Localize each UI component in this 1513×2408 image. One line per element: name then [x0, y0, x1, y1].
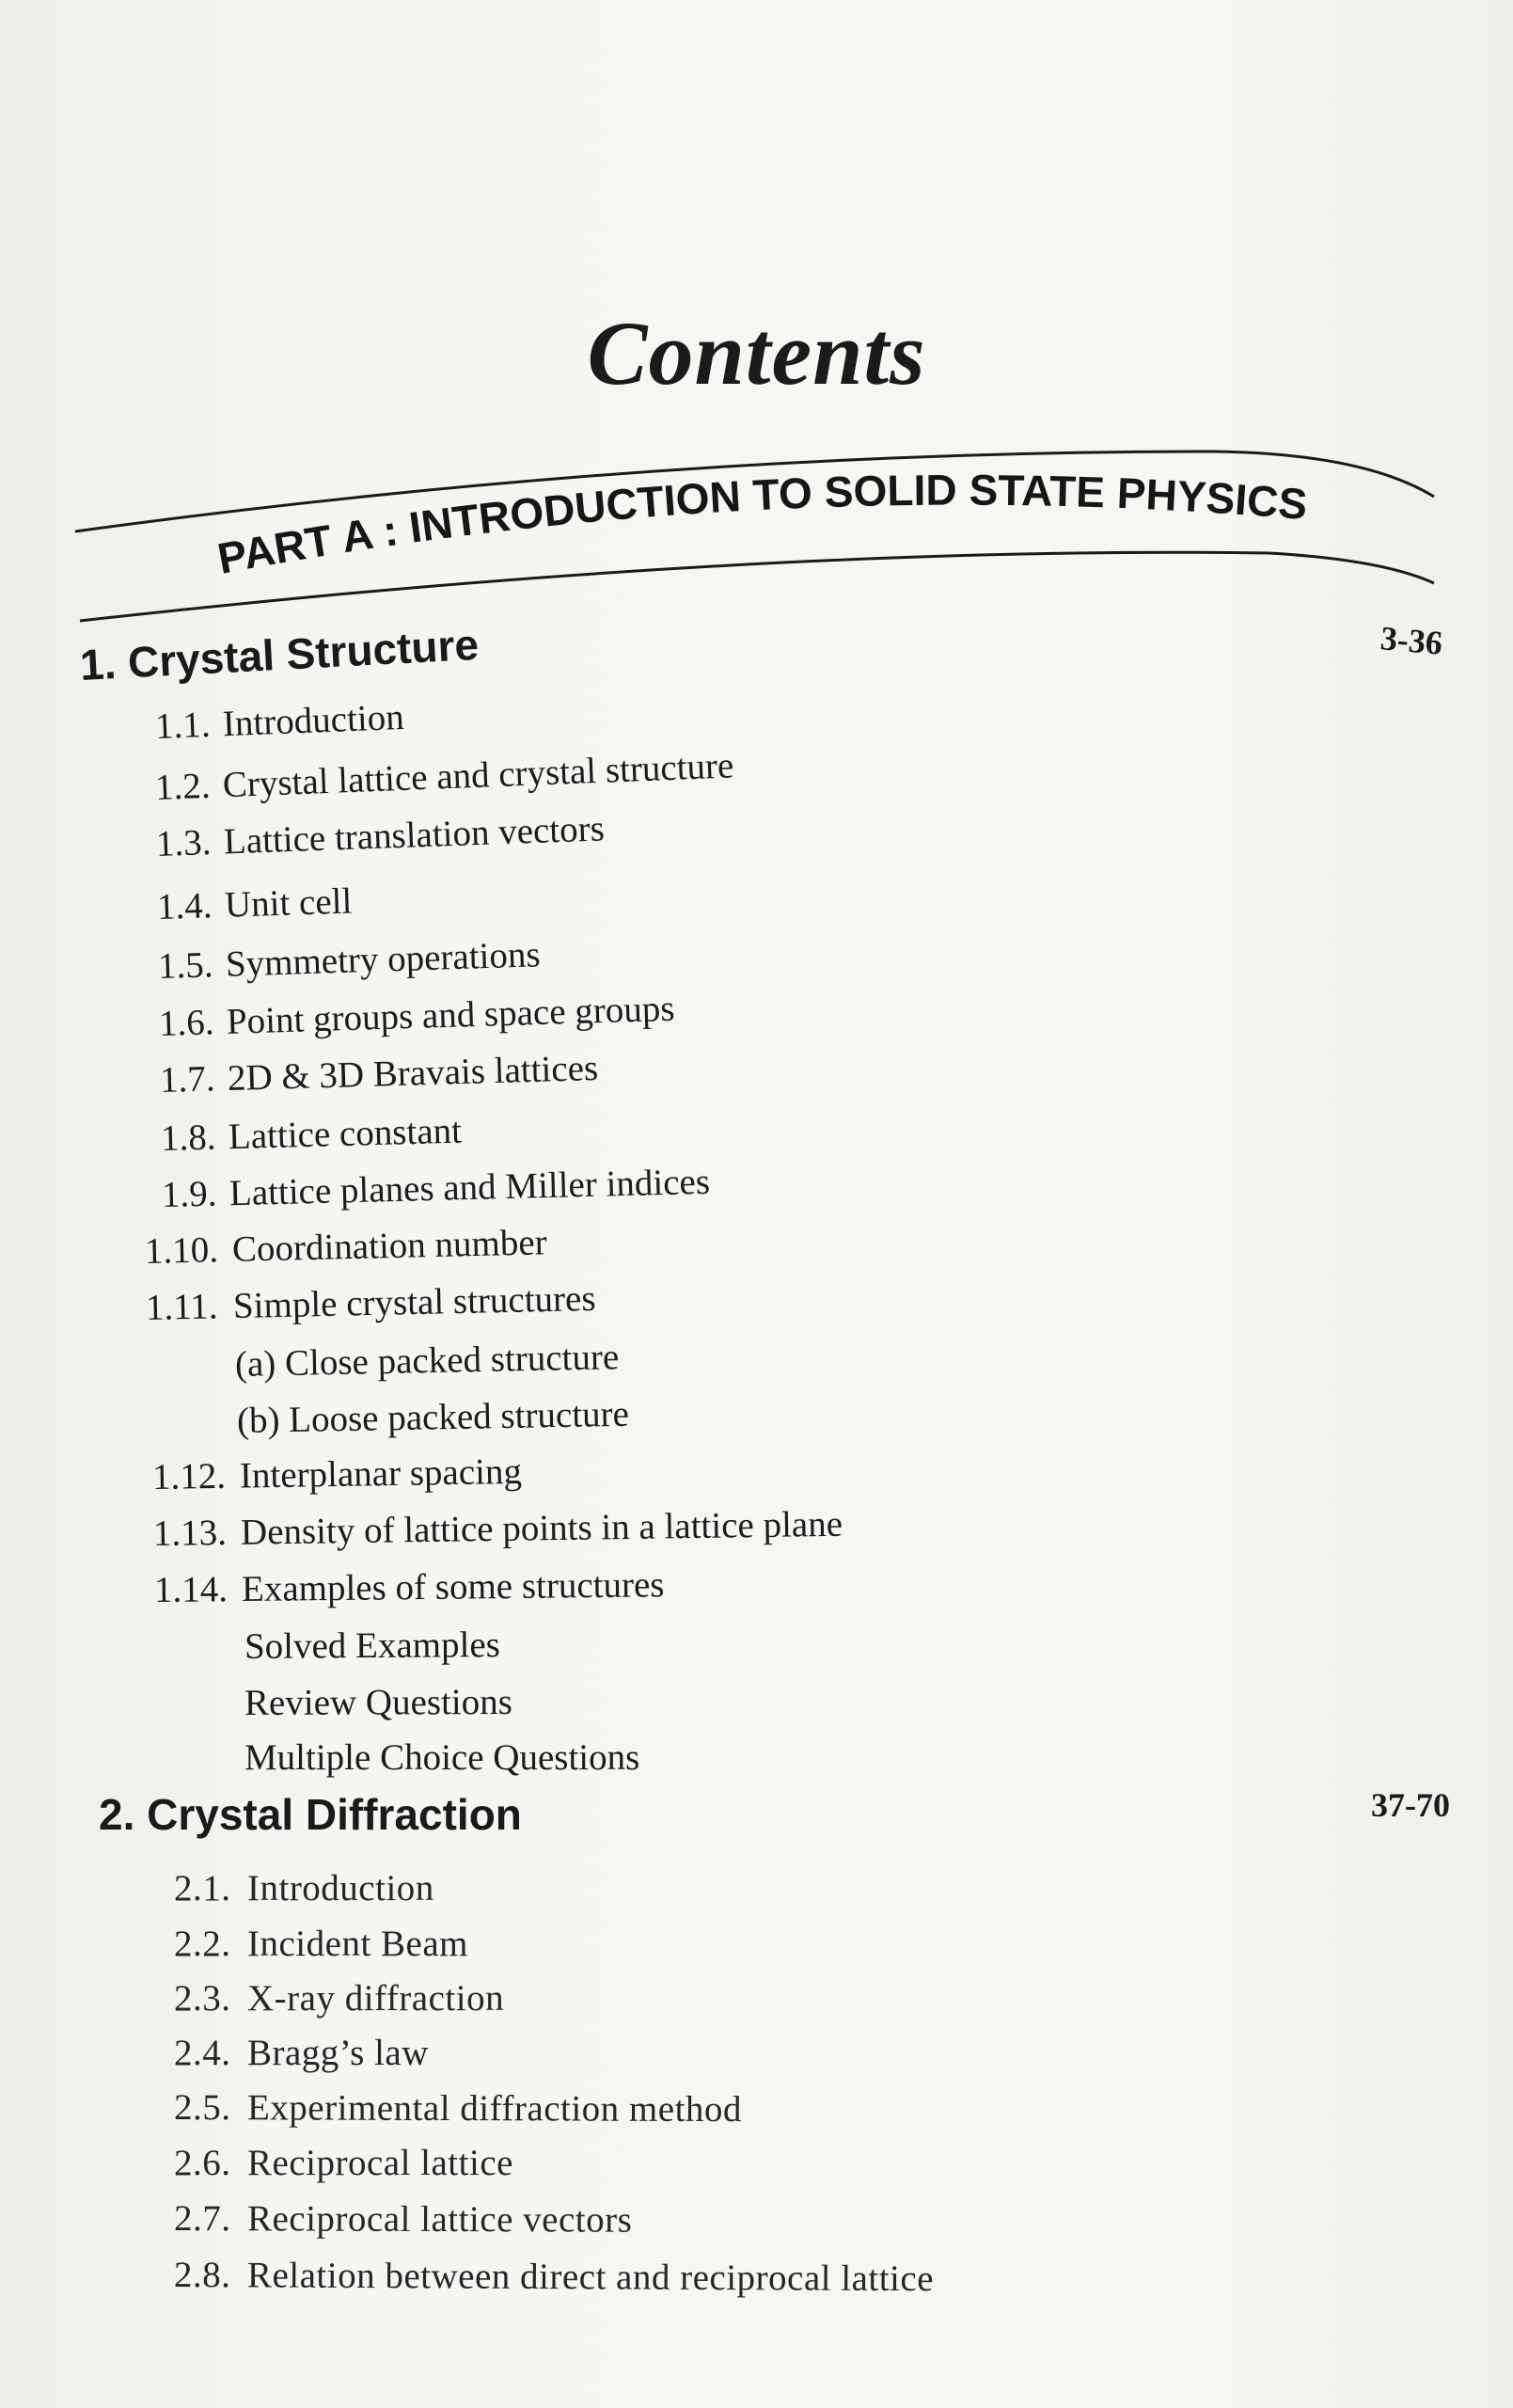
chapter-1-heading: 1. Crystal Structure: [78, 619, 481, 689]
item-text: Unit cell: [224, 880, 353, 926]
page-title: Contents: [587, 303, 926, 404]
list-item: [153, 1503, 843, 1555]
item-number: 1.8.: [160, 1117, 217, 1159]
list-item: [174, 2197, 632, 2242]
list-item: [174, 1977, 504, 2020]
item-text: (b) Loose packed structure: [236, 1393, 630, 1441]
list-item: [154, 1563, 665, 1611]
list-item: [146, 1277, 596, 1329]
item-text: Bragg’s law: [247, 2033, 429, 2073]
item-text: Lattice planes and Miller indices: [229, 1161, 711, 1214]
list-item: [157, 933, 541, 988]
list-item: [160, 1110, 462, 1160]
item-text: Reciprocal lattice: [247, 2143, 513, 2183]
item-text: Examples of some structures: [241, 1564, 665, 1610]
list-item: [174, 2032, 429, 2074]
list-item: [154, 744, 734, 809]
item-number: 1.4.: [156, 885, 213, 927]
item-text: Point groups and space groups: [226, 988, 676, 1042]
item-text: Experimental diffraction method: [246, 2087, 743, 2131]
list-item: [159, 1047, 598, 1101]
item-text: Reciprocal lattice vectors: [246, 2198, 633, 2241]
list-item: [174, 2142, 513, 2184]
item-text: Coordination number: [231, 1222, 548, 1270]
item-text: Introduction: [247, 1868, 434, 1909]
list-item: [174, 1867, 434, 1909]
list-item: [174, 1923, 468, 1965]
item-number: 2.3.: [174, 1978, 231, 2019]
list-item: [237, 1393, 630, 1442]
chapter-2-heading: 2. Crystal Diffraction: [99, 1790, 522, 1839]
item-text: Introduction: [222, 696, 405, 745]
list-item: [158, 988, 675, 1045]
part-banner: [0, 433, 1513, 649]
item-number: 1.10.: [144, 1229, 219, 1272]
item-text: Relation between direct and reciprocal lattice: [246, 2255, 935, 2300]
item-number: 1.12.: [151, 1455, 227, 1497]
item-number: 2.4.: [174, 2033, 231, 2073]
item-number: 2.2.: [174, 1924, 231, 1964]
item-text: Density of lattice points in a lattice plane: [240, 1503, 843, 1553]
item-text: Lattice translation vectors: [223, 808, 606, 863]
item-number: 2.7.: [173, 2198, 231, 2240]
list-item: [244, 1736, 639, 1779]
item-number: 2.8.: [173, 2255, 231, 2296]
item-number: 1.6.: [158, 1002, 215, 1044]
part-heading-text: PART A : INTRODUCTION TO SOLID STATE PHYSICS: [213, 465, 1310, 583]
item-text: Symmetry operations: [225, 934, 542, 985]
item-text: Review Questions: [244, 1682, 512, 1723]
chapter-2-pages: 37-70: [1371, 1786, 1450, 1824]
item-number: 2.1.: [174, 1868, 231, 1909]
item-number: 1.2.: [154, 765, 212, 808]
item-number: 1.9.: [161, 1173, 218, 1215]
list-item: [155, 807, 605, 865]
list-item: [174, 2254, 934, 2300]
list-item: [144, 1221, 547, 1273]
item-number: 1.13.: [152, 1512, 228, 1554]
item-number: 1.14.: [153, 1569, 229, 1610]
part-heading: [213, 466, 1309, 583]
item-text: X-ray diffraction: [247, 1978, 505, 2019]
list-item: [156, 879, 353, 927]
list-item: [244, 1624, 500, 1668]
item-number: 2.5.: [173, 2087, 231, 2129]
item-number: 1.1.: [154, 704, 212, 747]
item-number: 1.7.: [159, 1058, 216, 1101]
item-text: (a) Close packed structure: [234, 1337, 620, 1385]
list-item: [161, 1161, 710, 1216]
item-number: 1.3.: [155, 821, 213, 864]
item-text: Multiple Choice Questions: [244, 1737, 640, 1778]
list-item: [174, 2086, 742, 2131]
item-number: 1.11.: [145, 1286, 218, 1328]
list-item: [235, 1336, 620, 1386]
list-item: [154, 696, 404, 748]
item-text: Incident Beam: [247, 1924, 468, 1964]
list-item: [244, 1681, 512, 1724]
item-text: Simple crystal structures: [232, 1277, 596, 1327]
chapter-1-pages: 3-36: [1379, 619, 1444, 662]
item-text: Crystal lattice and crystal structure: [222, 745, 735, 806]
item-text: Lattice constant: [228, 1110, 463, 1158]
item-number: 1.5.: [157, 944, 214, 987]
item-text: 2D & 3D Bravais lattices: [227, 1047, 599, 1099]
list-item: [152, 1450, 523, 1498]
item-number: 2.6.: [174, 2143, 231, 2183]
item-text: Interplanar spacing: [239, 1450, 523, 1497]
item-text: Solved Examples: [244, 1624, 501, 1667]
